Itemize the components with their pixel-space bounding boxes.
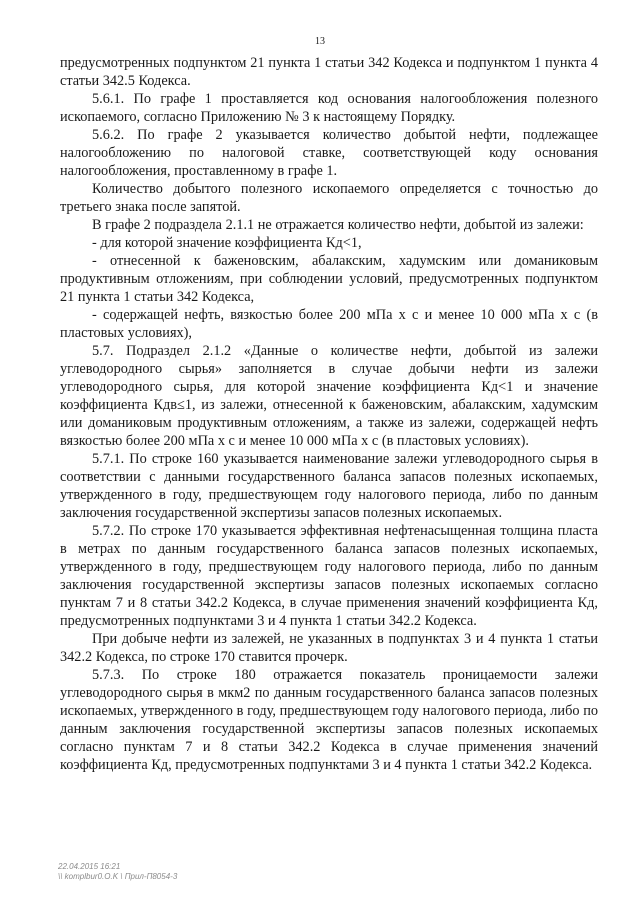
paragraph: 5.7. Подраздел 2.1.2 «Данные о количестве нефти, добытой из залежи углеводородного сырья» заполняется в случае добычи нефти из залежи углеводородного сырья, для которой значение коэффициента Кд<1 и значение коэффициента Кдв≤1, из залежи, отнесенной к баженовским, абалакским, хадумским или доманиковым продуктивным отложениям, а также из залежи, содержащей нефть вязкостью более 200 мПа х с и менее 10 000 мПа х с (в пластовых условиях). xyxy=(60,343,598,449)
paragraph: 5.7.2. По строке 170 указывается эффективная нефтенасыщенная толщина пласта в метрах по данным государственного баланса запасов полезных ископаемых, утвержденного в году, предшествующем году налогового периода, либо по данным заключения государственной экспертизы запасов полезных ископаемых согласно пунктам 7 и 8 статьи 342.2 Кодекса, в случае применения значений коэффициента Кд, предусмотренных подпунктами 3 и 4 пункта 1 статьи 342.2 Кодекса. xyxy=(60,523,598,629)
list-item: - для которой значение коэффициента Кд<1, xyxy=(92,235,362,251)
paragraph: В графе 2 подраздела 2.1.1 не отражается количество нефти, добытой из залежи: xyxy=(92,217,584,233)
paragraph: 5.6.1. По графе 1 проставляется код основания налогообложения полезного ископаемого, согласно Приложению № 3 к настоящему Порядку. xyxy=(60,91,598,125)
document-body xyxy=(60,54,598,774)
file-footer xyxy=(58,862,177,882)
list-item: - отнесенной к баженовским, абалакским, хадумским или доманиковым продуктивным отложениям, при соблюдении условий, предусмотренных подпунктом 21 пункта 1 статьи 342 Кодекса, xyxy=(60,253,598,305)
paragraph: При добыче нефти из залежей, не указанных в подпунктах 3 и 4 пункта 1 статьи 342.2 Кодекса, по строке 170 ставится прочерк. xyxy=(60,631,598,665)
paragraph: Количество добытого полезного ископаемого определяется с точностью до третьего знака после запятой. xyxy=(60,181,598,215)
paragraph: 5.7.1. По строке 160 указывается наименование залежи углеводородного сырья в соответствии с данными государственного баланса запасов полезных ископаемых, утвержденного в году, предшествующем году налогового периода, либо по данным заключения государственной экспертизы запасов полезных ископаемых. xyxy=(60,451,598,521)
page-number: 13 xyxy=(315,36,325,47)
paragraph: 5.6.2. По графе 2 указывается количество добытой нефти, подлежащее налогообложению по налоговой ставке, соответствующей коду основания налогообложения, проставленному в графе 1. xyxy=(60,127,598,179)
footer-timestamp: 22.04.2015 16:21 xyxy=(58,862,121,871)
paragraph: предусмотренных подпунктом 21 пункта 1 статьи 342 Кодекса и подпунктом 1 пункта 4 статьи 342.5 Кодекса. xyxy=(60,55,598,89)
footer-file-path: \\ komplbur0.O.K \ Прил-П8054-3 xyxy=(58,872,178,881)
paragraph: 5.7.3. По строке 180 отражается показатель проницаемости залежи углеводородного сырья в мкм2 по данным государственного баланса запасов полезных ископаемых, утвержденного в году, предшествующем году налогового периода, либо по данным заключения государственной экспертизы запасов полезных ископаемых согласно пунктам 7 и 8 статьи 342.2 Кодекса в случае применения значений коэффициента Кд, предусмотренных подпунктами 3 и 4 пункта 1 статьи 342.2 Кодекса. xyxy=(60,667,598,773)
list-item: - содержащей нефть, вязкостью более 200 мПа х с и менее 10 000 мПа х с (в пластовых условиях), xyxy=(60,307,598,341)
